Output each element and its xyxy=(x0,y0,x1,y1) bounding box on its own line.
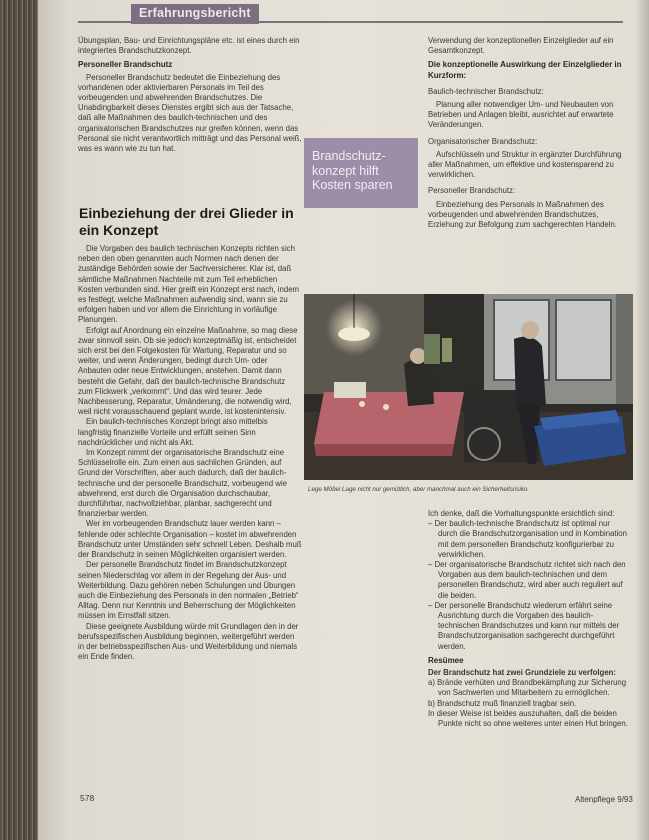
body-paragraph: Der personelle Brandschutz findet im Brandschutzkonzept seinen Niederschlag vor allem in der Regelung der Aus- und Weiterbildung. Dazu gehören neben Schulungen und Übungen auch die Einbeziehung des Personals in den normalen „Betrieb“ Alltag. Denn nur Kenntnis und Beherrschung der Möglichkeiten müssen im Ernstfall sitzen. xyxy=(78,560,299,621)
page-shadow xyxy=(635,0,649,840)
item-text: Aufschlüsseln und Struktur in ergänzter Durchführung aller Maßnahmen, um effektive und kostensparend zu verwirklichen. xyxy=(428,149,622,180)
page-number: 578 xyxy=(80,793,95,803)
journal-reference: Altenpflege 9/93 xyxy=(575,795,633,804)
right-intro: Verwendung der konzeptionellen Einzelglieder auf ein Gesamtkonzept. xyxy=(428,36,614,56)
subheading-kurzform: Die konzeptionelle Auswirkung der Einzelglieder in Kurzform: xyxy=(428,60,622,80)
body-paragraph: Diese geeignete Ausbildung würde mit Grundlagen den in der berufsspezifischen Ausbildung beginnen, weitergeführt werden in der betriebsspezifischen Aus- und Weiterbildung und niemals ein Ende finden. xyxy=(78,621,299,662)
left-column-main xyxy=(78,244,302,662)
left-column-top xyxy=(78,36,303,154)
list-intro: Ich denke, daß die Vorhaltungspunkte ersichtlich sind: xyxy=(428,509,615,518)
section-tab-label: Erfahrungsbericht xyxy=(139,6,251,20)
book-page-edges xyxy=(0,0,40,840)
list-item: – Der baulich-technische Brandschutz ist optimal nur durch die Brandschutzorganisation und in Kombination mit dem personellen Brandschutz konfigurierbar zu verwirklichen. xyxy=(428,519,627,559)
subheading-personeller-brandschutz: Personeller Brandschutz xyxy=(78,60,173,70)
goal-item: In dieser Weise ist beides auszuhalten, daß die beiden Punkte nicht so ohne weiteres unter einen Hut bringen. xyxy=(428,708,628,729)
pull-quote-line: konzept hilft xyxy=(312,163,379,178)
pull-quote xyxy=(312,149,422,193)
item-text: Einbeziehung des Personals in Maßnahmen des vorbeugenden und abwehrenden Brandschutzes, Erziehung zur Befolgung zum sachgerechten Handeln. xyxy=(428,199,617,230)
list-item: – Der organisatorische Brandschutz richtet sich nach den Vorgaben aus dem baulich-technischen und dem personellen Brandschutz, wird aber auch reguliert auf die beiden. xyxy=(428,560,626,600)
personeller-paragraph: Personeller Brandschutz bedeutet die Einbeziehung des vorhandenen oder aktivierbaren Personals im Teil des vorbeugenden und abwehrenden Brandschutzes. Die Unabdingbarkeit dieses Dienstes ergibt sich aus der Tatsache, daß alle Maßnahmen des baulich-technischen und des organisatorischen Brandschutzes nur greifen können, wenn das Personal sie nicht verantwortlich mitträgt und das Personal weiß, was es wann wie zu tun hat. xyxy=(78,72,302,154)
intro-text: Übungsplan, Bau- und Einrichtungspläne etc. ist eines durch ein integriertes Brandschutzkonzept. xyxy=(78,36,300,56)
body-paragraph: Im Konzept nimmt der organisatorische Brandschutz eine Schlüsselrolle ein. Zum einen aus sachlichen Gründen, auf Grund der Vorschriften, aber auch dadurch, daß der baulich-technische und der personelle Brandschutz, vorbeugend wie abwehrend, erst durch die Organisation durchschaubar, durchführbar, nachvollziehbar, planbar, sachgerecht und finanzierbar werden. xyxy=(78,448,287,519)
body-paragraph: Wer im vorbeugenden Brandschutz lauer werden kann – fehlende oder schlechte Organisation – kostet im abwehrenden Brandschutz unter Umständen sehr schnell Leben. Deshalb muß der Brandschutz in seinen Möglichkeiten organisiert werden. xyxy=(78,519,302,560)
item-title: Organisatorischer Brandschutz: xyxy=(428,136,538,146)
body-paragraph: Erfolgt auf Anordnung ein einzelne Maßnahme, so mag diese zwar sinnvoll sein. Ob sie jedoch konzeptmäßig ist, entscheidet sich erst bei den Folgekosten für Wartung, Reparatur und so weiter, und wenn Änderungen, bedingt durch Um- oder Anbauten oder neue Entwicklungen, anstehen. Damit dann besteht die Gefahr, daß der baulich-technische Brandschutz zum Flickwerk „verkommt“. Und das wird teurer. Jede Nachbesserung, Reparatur, Umänderung, die notwendig wird, weil nicht vorausschauend geplant wurde, ist kostenintensiv. xyxy=(78,325,298,417)
body-paragraph: Die Vorgaben des baulich technischen Konzepts richten sich neben den oben genannten auch Normen nach denen der zuständige Behörden sowie der Sachversicherer. Klar ist, daß sämtliche Maßnahmen Nachteile mit zum Teil erheblichen Kosten verbunden sind. Hier greift ein Konzept erst nach, indem es festlegt, welche Maßnahmen aufwendig sind, wann sie zu erfolgen haben und vor allem die Einrichtung in vorläufige Planungen. xyxy=(78,244,300,325)
photo-common-room xyxy=(304,294,633,480)
goal-item: a) Brände verhüten und Brandbekämpfung zur Sicherung von Sachwerten und Mitarbeitern zu ermöglichen. xyxy=(428,678,627,698)
goals-list xyxy=(428,678,628,729)
item-text: Planung aller notwendiger Um- und Neubauten von Betrieben und Anlagen bleibt, ausrichtet auf erwartete Veränderungen. xyxy=(428,100,614,130)
list-item: – Der personelle Brandschutz wiederum erfährt seine Ausrichtung durch die Vorgaben des baulich-technischen Brandschutzes und kann nur mittels der Brandschutzorganisation sachgerecht durchgeführt werden. xyxy=(428,600,620,651)
photo-illustration xyxy=(304,294,633,480)
pull-quote-line: Kosten sparen xyxy=(312,178,393,192)
photo-caption: Lege Möbel Lage nicht nur gemütlich, aber manchmal auch ein Sicherheitsrisiko. xyxy=(308,486,530,493)
item-title: Personeller Brandschutz: xyxy=(428,186,516,196)
header-rule xyxy=(78,21,623,23)
conclusion-list xyxy=(428,519,628,652)
goal-item: b) Brandschutz muß finanziell tragbar sein. xyxy=(428,698,577,708)
section-heading: Einbeziehung der drei Glieder in ein Konzept xyxy=(79,205,294,238)
right-column-top xyxy=(428,36,628,230)
item-title: Baulich-technischer Brandschutz: xyxy=(428,86,544,96)
right-column-bottom xyxy=(428,509,628,729)
pull-quote-line: Brandschutz- xyxy=(312,149,386,163)
summary-lead: Der Brandschutz hat zwei Grundziele zu verfolgen: xyxy=(428,668,617,678)
subheading-resuemee: Resümee xyxy=(428,655,464,665)
body-paragraph: Ein baulich-technisches Konzept bringt also mittelbis langfristig finanzielle Vorteile und erfüllt seinen Sinn nachdrücklicher und nicht als Akt. xyxy=(78,417,268,447)
